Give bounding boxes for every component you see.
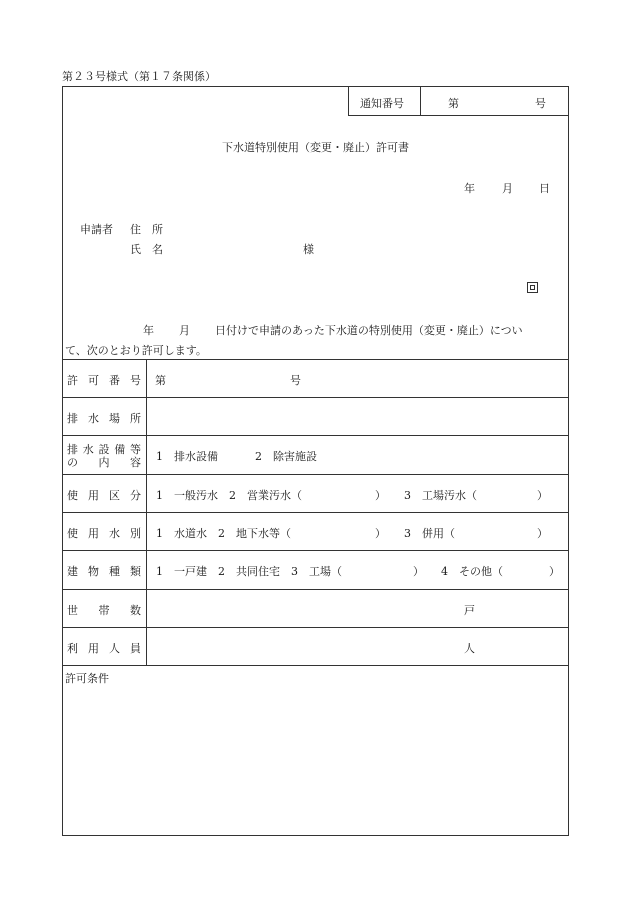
table-line [62, 589, 569, 590]
table-line [62, 665, 569, 666]
users-label: 利用人員 [67, 642, 141, 655]
water-type-options-b: 3 併用（ [404, 527, 455, 540]
use-class-label: 使用区分 [67, 489, 141, 502]
body-month: 月 [179, 324, 190, 337]
table-line [62, 435, 569, 436]
body-year: 年 [143, 324, 154, 337]
users-unit: 人 [464, 642, 475, 655]
use-class-options-b: 3 工場汚水（ [404, 489, 477, 502]
discharge-place-label: 排水場所 [67, 412, 141, 425]
notice-number-label: 通知番号 [360, 97, 404, 110]
date-year: 年 [464, 182, 475, 195]
building-type-label: 建物種類 [67, 565, 141, 578]
notice-box-left-line [348, 86, 349, 116]
facility-label-line1: 排水設備等 [67, 443, 141, 456]
date-month: 月 [502, 182, 513, 195]
water-type-close-a: ） [375, 527, 386, 540]
water-type-label: 使用水別 [67, 527, 141, 540]
notice-go: 号 [535, 97, 546, 110]
notice-box-divider-line [420, 86, 421, 116]
permit-number-label: 許可番号 [67, 374, 141, 387]
notice-dai: 第 [448, 97, 459, 110]
table-line [62, 397, 569, 398]
address-label: 住 所 [130, 223, 163, 236]
building-type-close-a: ） [413, 565, 424, 578]
table-line [62, 627, 569, 628]
water-type-options-a: 1 水道水 2 地下水等（ [156, 527, 291, 540]
body-line1: 日付けで申請のあった下水道の特別使用（変更・廃止）につい [215, 324, 523, 337]
building-type-options-b: 4 その他（ [441, 565, 503, 578]
name-label: 氏 名 [130, 243, 163, 256]
use-class-options-a: 1 一般汚水 2 営業汚水（ [156, 489, 302, 502]
date-day: 日 [539, 182, 550, 195]
permit-conditions-label: 許可条件 [65, 672, 109, 685]
applicant-label: 申請者 [80, 223, 113, 236]
seal-stamp-icon [527, 282, 538, 293]
use-class-close-b: ） [537, 489, 548, 502]
table-line [62, 474, 569, 475]
building-type-options-a: 1 一戸建 2 共同住宅 3 工場（ [156, 565, 342, 578]
table-line [62, 550, 569, 551]
building-type-close-b: ） [549, 565, 560, 578]
facility-label-line2: の 内 容 [67, 456, 141, 469]
document-title: 下水道特別使用（変更・廃止）許可書 [222, 141, 409, 154]
households-unit: 戸 [464, 604, 475, 617]
permit-number-go: 号 [290, 374, 301, 387]
households-label: 世帯数 [67, 604, 141, 617]
table-column-divider [146, 359, 147, 665]
use-class-close-a: ） [375, 489, 386, 502]
water-type-close-b: ） [537, 527, 548, 540]
notice-box-bottom-line [348, 115, 569, 116]
permit-number-dai: 第 [155, 374, 166, 387]
facility-option-abatement: 2 除害施設 [255, 450, 317, 463]
form-number: 第２３号様式（第１７条関係） [62, 70, 216, 83]
honorific-sama: 様 [303, 243, 314, 256]
table-line [62, 512, 569, 513]
body-line2: て、次のとおり許可します。 [65, 344, 207, 357]
facility-option-drainage: 1 排水設備 [156, 450, 218, 463]
table-line [62, 359, 569, 360]
